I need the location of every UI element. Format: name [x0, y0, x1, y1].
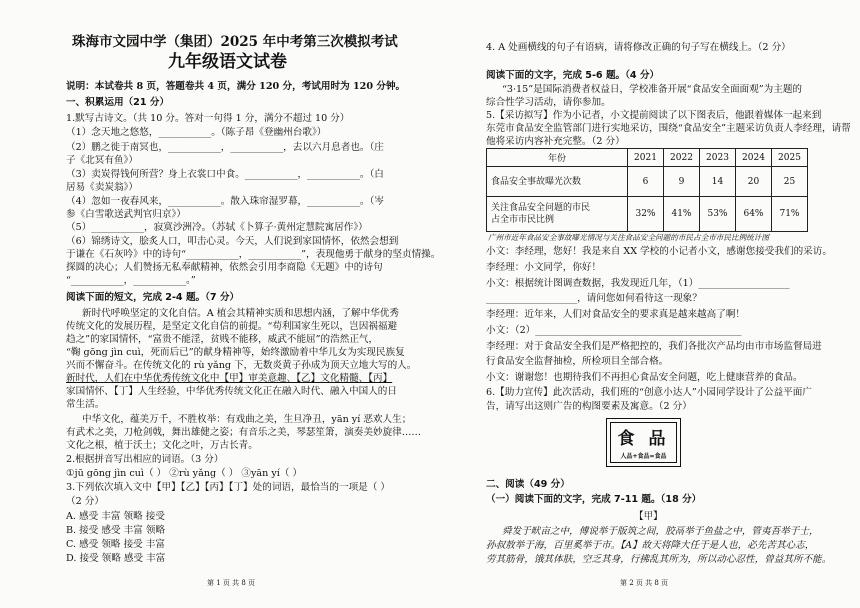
q5-line: 他将采访内容补充完整。（2 分） — [486, 136, 625, 147]
q3-points: （2 分） — [66, 496, 104, 507]
q1-item-3a: （3）卖炭得钱何所营？身上衣裳口中食。___________，___________。（白 — [66, 169, 384, 180]
classical-line: 舜发于畎亩之中，傅说举于版筑之间，胶鬲举于鱼盐之中，管夷吾举于士， — [502, 526, 819, 537]
table-cell: 20 — [736, 167, 772, 197]
page-footer: 第 2 页 共 8 页 — [620, 579, 669, 587]
q1-stem: 1.默写古诗文。（共 10 分。答对一句得 1 分，满分不超过 10 分） — [66, 113, 350, 124]
q5-line: 东莞市食品安全监管部门进行实地采访，围绕“食品安全”主题采访负责人李经理，请帮 — [486, 123, 851, 134]
q1-item-2a: （2）鹏之徙于南冥也，___________，___________，去以六月息者也。（庄 — [66, 142, 384, 153]
table-cell: 41% — [664, 197, 700, 232]
table-row — [487, 197, 808, 232]
table-header-year: 2021 — [628, 149, 664, 167]
passage-line: 传统文化的发展历程，是坚定文化自信的前提。“苟利国家生死以，岂因祸福避 — [66, 321, 398, 332]
table-cell: 14 — [700, 167, 736, 197]
row-label-line: 占全市市民比例 — [491, 215, 555, 225]
table-header-label: 年份 — [487, 149, 628, 167]
option-c: C. 感受 领略 接受 丰富 — [66, 539, 165, 550]
table-cell: 71% — [772, 197, 808, 232]
dialogue-line: 行食品安全监督抽检，所检项目全部合格。 — [486, 356, 669, 367]
q1-item-4a: （4）忽如一夜春风来，___________。散入珠帘湿罗幕，___________。（岑 — [66, 196, 384, 207]
reading2-heading: 阅读下面的文字，完成 5-6 题。（4 分） — [486, 70, 660, 81]
table-cell: 32% — [628, 197, 664, 232]
table-row — [487, 167, 808, 197]
q1-item-2b: 子《北冥有鱼》） — [66, 155, 138, 166]
q6-line: 告，请写出这则广告的构图要素及寓意。（2 分） — [486, 401, 692, 412]
dialogue-line: 李经理：小文同学，你好！ — [486, 262, 602, 273]
option-d: D. 接受 领略 感受 丰富 — [66, 553, 166, 564]
table-cell: 9 — [664, 167, 700, 197]
row-label-line: 关注食品安全问题的市民 — [491, 203, 591, 213]
q6-line: 6.【助力宣传】此次活动，我们班的“创意小达人”小园同学设计了公益平面广 — [486, 387, 812, 398]
intro-line: “3·15”是国际消费者权益日，学校准备开展“食品安全面面观”为主题的 — [502, 84, 803, 95]
passage-line: 文化之根，植于沃土；文化之叶，万古长青。 — [66, 440, 258, 451]
passage-line: 家国情怀、【丁】人生经验，中华优秀传统文化正在融入时代、融入中国人的日 — [66, 386, 397, 397]
page-1 — [66, 0, 441, 608]
classical-line: 劳其筋骨，饿其体肤，空乏其身，行拂乱其所为，所以动心忍性，曾益其所不能。 — [486, 554, 832, 565]
poster-title: 食 品 — [617, 429, 670, 449]
table-cell: 25 — [772, 167, 808, 197]
dialogue-line: 李经理：近年来，人们对食品安全的要求真是越来越高了啊！ — [486, 309, 746, 320]
q1-item-5: （5）___________，寂寞沙洲冷。（苏轼《卜算子·黄州定慧院寓居作》） — [66, 222, 368, 233]
table-header-year: 2023 — [700, 149, 736, 167]
reading-heading: 阅读下面的短文，完成 2-4 题。（7 分） — [66, 292, 240, 303]
passage-line: 兴而不懈奋斗。在传统文化的 rù yǎng 下，无数炎黄子孙成为顶天立地大写的人。 — [66, 360, 417, 371]
poster-subtitle: 人品+食品=食品 — [620, 453, 667, 460]
section1-heading: 一、积累运用（21 分） — [66, 97, 170, 108]
passage-line: 新时代呼唤坚定的文化自信。A 植会其精神实质和思想内涵，了解中华优秀 — [82, 308, 399, 319]
q1-item-6d: “___________，___________。” — [66, 275, 196, 286]
exam-title: 珠海市文园中学（集团）2025 年中考第三次模拟考试 — [72, 34, 398, 50]
jia-label: 【甲】 — [634, 511, 663, 522]
q1-item-4b: 参《白雪歌送武判官归京》） — [66, 209, 186, 220]
dialogue-line: 李经理：对于食品安全我们是严格把控的，我们各批次产品均由市市场监督局进 — [486, 341, 822, 352]
passage-line: 常生活。 — [66, 399, 105, 410]
passage-line: 有武术之美，刀枪剑戟，舞出雄健之姿；有音乐之美，琴瑟笙箫，演奏美妙旋律…… — [66, 427, 421, 438]
option-b: B. 接受 感受 丰富 领略 — [66, 525, 166, 536]
section2-heading: 二、阅读（49 分） — [486, 479, 570, 490]
q1-item-6a: （6）锦绣诗文，脍炙人口，叩击心灵。今天，人们说到家国情怀，依然会想到 — [66, 236, 399, 247]
table-caption: 广州市近年食品安全事故曝光情况与关注食品安全问题的市民占全市市民比例统计图 — [488, 233, 769, 242]
row-label — [487, 197, 628, 232]
table-header-year: 2022 — [664, 149, 700, 167]
q3-stem: 3.下列依次填入文中【甲】【乙】【丙】【丁】处的词语，最恰当的一项是（ ） — [66, 482, 390, 493]
passage-line: “鞠 gōng jìn cuì，死而后已”的献身精神等，始终激励着中华儿女为实现民族复 — [66, 347, 405, 358]
q1-item-1: （1）念天地之悠悠，___________。（陈子昂《登幽州台歌》） — [66, 127, 327, 138]
page-footer: 第 1 页 共 8 页 — [207, 579, 256, 587]
passage-line: 中华文化，蕴美万千，不胜枚举：有戏曲之美，生旦净丑，yān yí 恶欢人生； — [82, 414, 412, 425]
passage-line: 趋之”的家国情怀，“富贵不能淫，贫贱不能移，威武不能屈”的浩然正气， — [66, 334, 379, 345]
dialogue-line: 小文：（2）___________________________________________ — [486, 325, 742, 336]
subject-title: 九年级语文试卷 — [168, 52, 287, 72]
table-header-year: 2025 — [772, 149, 808, 167]
table-cell: 64% — [736, 197, 772, 232]
dialogue-line: 小文：谢谢您！也期待我们不再担心食品安全问题，吃上健康营养的食品。 — [486, 372, 803, 383]
q2-items: ①jū gōng jìn cuì（ ） ②rù yǎng（ ） ③yān yí（ ） — [66, 468, 303, 479]
dialogue-line: 小文：李经理，您好！我是来自 XX 学校的小记者小文，感谢您接受我们的采访。 — [486, 246, 832, 257]
ad-poster — [606, 418, 681, 467]
row-label: 食品安全事故曝光次数 — [487, 167, 628, 197]
table-cell: 6 — [628, 167, 664, 197]
table-cell: 53% — [700, 197, 736, 232]
q2-stem: 2.根据拼音写出相应的词语。（3 分） — [66, 454, 224, 465]
q1-item-6b: 于谦在《石灰吟》中的诗句“___________，___________”，表现他勇于献身的坚贞情操。 — [66, 249, 441, 260]
q5-line: 5.【采访拟写】作为小记者，小文提前阅读了以下图表后，他跟着媒体一起来到 — [486, 110, 822, 121]
page-2 — [486, 0, 851, 608]
option-a: A. 感受 丰富 领略 接受 — [66, 511, 165, 522]
instructions: 说明：本试卷共 8 页，答题卷共 4 页，满分 120 分，考试用时为 120 分钟。 — [66, 81, 406, 92]
sub1-heading: （一）阅读下面的文字，完成 7-11 题。（18 分） — [486, 494, 702, 505]
q1-item-6c: 探圆的决心；人们赞扬无私奉献精神，依然会引用李商隐《无题》中的诗句 — [66, 262, 383, 273]
dialogue-line: ___________________，请问您如何看待这一现象？ — [486, 293, 702, 304]
table-header-year: 2024 — [736, 149, 772, 167]
q4-stem: 4. A 处画横线的句子有语病，请将修改正确的句子写在横线上。（2 分） — [486, 42, 791, 53]
passage-line: 新时代，人们在中华优秀传统文化中【甲】审美意趣、【乙】文化精髓、【丙】 — [66, 373, 393, 384]
q1-item-3b: 居易《卖炭翁》） — [66, 182, 138, 193]
statistics-table — [486, 148, 808, 232]
intro-line: 综合性学习活动，请你参加。 — [486, 97, 611, 108]
dialogue-line: 小文：根据统计图调查数据，我发现近几年，（1）___________________ — [486, 278, 790, 289]
classical-line: 孙叔敖举于海，百里奚举于市。【A】故天将降大任于是人也，必先苦其心志， — [486, 540, 815, 551]
